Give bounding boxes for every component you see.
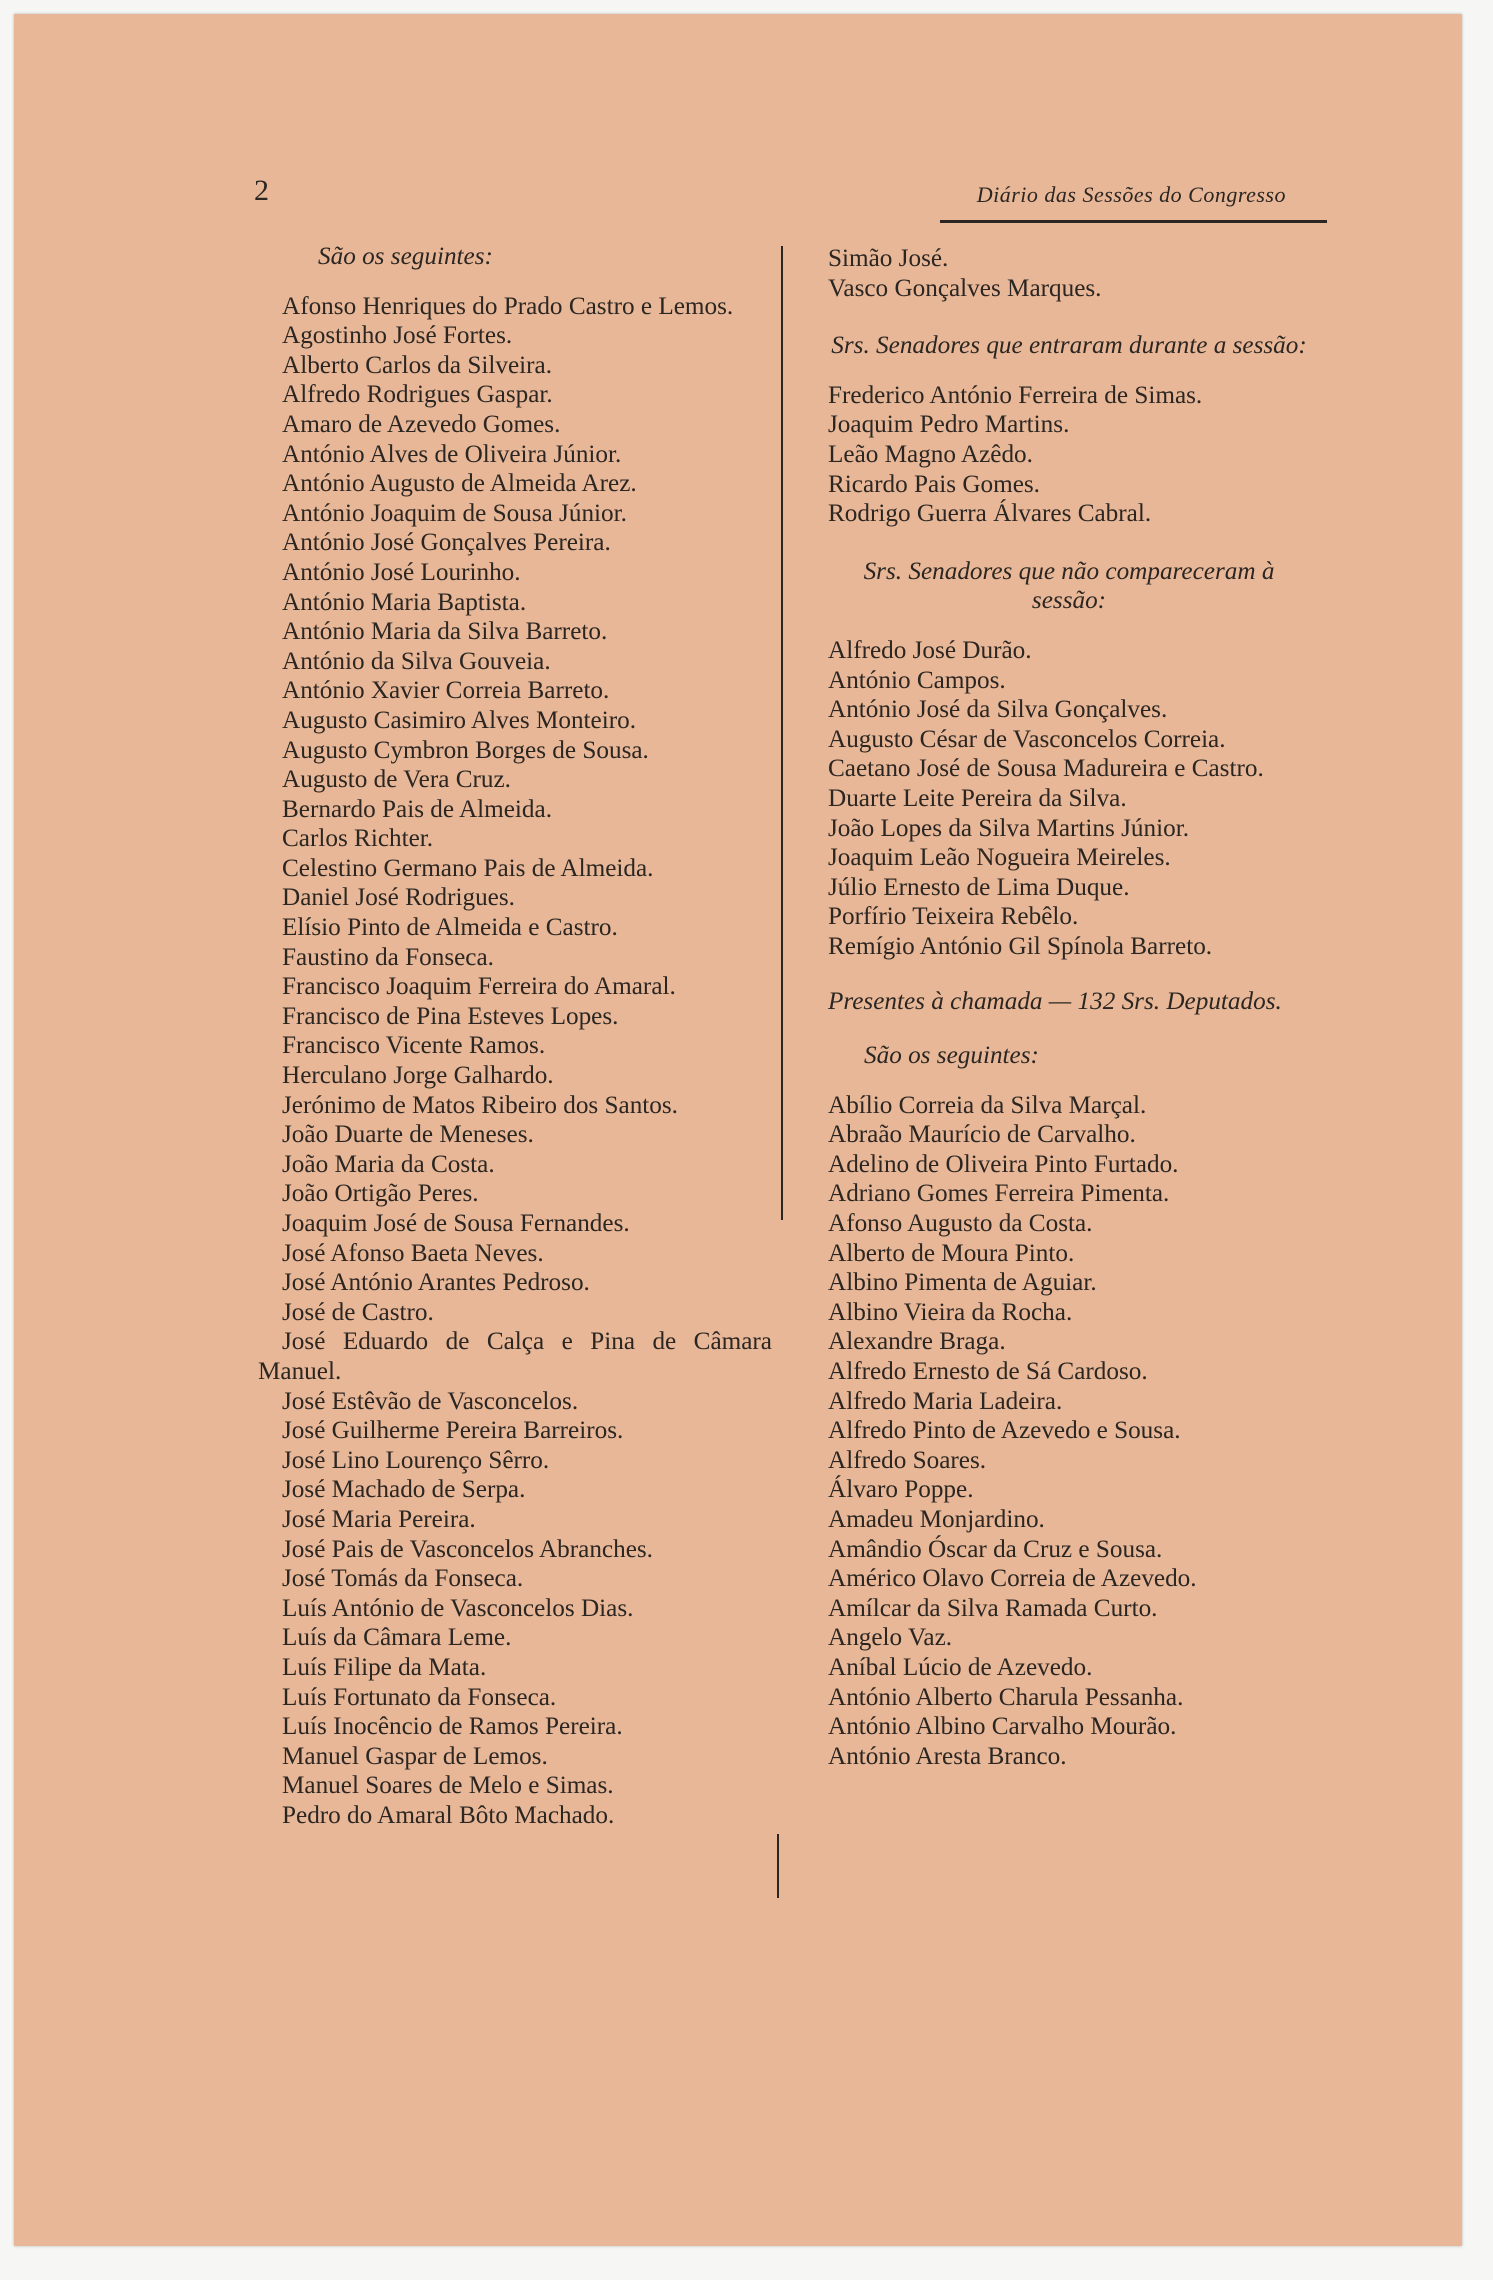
name-entry: Alfredo Ernesto de Sá Cardoso. — [828, 1358, 1148, 1385]
following-heading: São os seguintes: — [864, 1042, 1039, 1070]
entered-heading: Srs. Senadores que entraram durante a sessão: — [831, 332, 1307, 360]
name-entry: Elísio Pinto de Almeida e Castro. — [282, 914, 618, 942]
name-entry: Jerónimo de Matos Ribeiro dos Santos. — [282, 1091, 678, 1119]
name-entry: António Alves de Oliveira Júnior. — [282, 440, 622, 468]
name-entry: António José da Silva Gonçalves. — [828, 696, 1168, 724]
name-entry: António Alberto Charula Pessanha. — [828, 1683, 1184, 1711]
absent-heading: Srs. Senadores que não compareceram à sessão: — [863, 557, 1275, 615]
name-entry: Joaquim Pedro Martins. — [828, 411, 1070, 439]
name-entry: Manuel Soares de Melo e Simas. — [282, 1772, 614, 1800]
name-entry: Herculano Jorge Galhardo. — [282, 1062, 554, 1090]
name-entry: Afonso Henriques do Prado Castro e Lemos. — [282, 292, 734, 320]
name-entry: Albino Vieira da Rocha. — [828, 1298, 1073, 1326]
name-entry: Celestino Germano Pais de Almeida. — [282, 854, 654, 882]
name-entry: Ricardo Pais Gomes. — [828, 470, 1040, 498]
name-entry: Alfredo Pinto de Azevedo e Sousa. — [828, 1417, 1181, 1445]
name-entry: Augusto César de Vasconcelos Correia. — [828, 725, 1226, 753]
name-entry: José Eduardo de Calça e Pina de Câmara Manuel. — [258, 1328, 772, 1385]
name-entry: José Lino Lourenço Sêrro. — [282, 1446, 550, 1474]
name-entry: Luís Filipe da Mata. — [282, 1653, 487, 1681]
name-entry: Alberto Carlos da Silveira. — [282, 351, 553, 379]
name-entry: Aníbal Lúcio de Azevedo. — [828, 1653, 1093, 1681]
present-heading: Presentes à chamada — 132 Srs. Deputados. — [828, 988, 1282, 1016]
name-entry: Alfredo José Durão. — [828, 636, 1032, 664]
name-entry: António Xavier Correia Barreto. — [282, 677, 610, 705]
name-entry: Luís Inocêncio de Ramos Pereira. — [282, 1713, 623, 1741]
left-heading: São os seguintes: — [318, 243, 493, 270]
column-divider-lower — [777, 1834, 779, 1898]
name-entry: Leão Magno Azêdo. — [828, 440, 1033, 468]
name-entry: José Guilherme Pereira Barreiros. — [282, 1417, 624, 1445]
name-entry: Frederico António Ferreira de Simas. — [828, 381, 1203, 409]
continued-name-list — [804, 244, 1334, 303]
name-entry: Caetano José de Sousa Madureira e Castro. — [828, 755, 1264, 783]
name-entry: António Maria Baptista. — [282, 588, 527, 616]
name-entry: António Joaquim de Sousa Júnior. — [282, 499, 627, 527]
page-sheet — [14, 14, 1462, 2246]
name-entry: Américo Olavo Correia de Azevedo. — [828, 1565, 1197, 1593]
name-entry: Carlos Richter. — [282, 825, 434, 853]
name-entry: Alexandre Braga. — [828, 1328, 1006, 1356]
name-entry: João Ortigão Peres. — [282, 1180, 479, 1208]
present-name-list — [804, 1091, 1334, 1772]
name-entry: António Augusto de Almeida Arez. — [282, 470, 637, 498]
name-entry: Amílcar da Silva Ramada Curto. — [828, 1594, 1158, 1622]
name-entry: Júlio Ernesto de Lima Duque. — [828, 873, 1130, 901]
page-number: 2 — [254, 174, 269, 207]
name-entry: Joaquim José de Sousa Fernandes. — [282, 1210, 630, 1237]
name-entry: José Afonso Baeta Neves. — [282, 1239, 544, 1267]
name-entry: Francisco Joaquim Ferreira do Amaral. — [282, 973, 676, 1001]
name-entry: João Duarte de Meneses. — [282, 1121, 534, 1149]
name-entry: Adelino de Oliveira Pinto Furtado. — [828, 1150, 1179, 1178]
name-entry: João Lopes da Silva Martins Júnior. — [828, 814, 1189, 842]
entered-name-list — [804, 381, 1334, 529]
name-entry: Duarte Leite Pereira da Silva. — [828, 784, 1127, 812]
name-entry: Adriano Gomes Ferreira Pimenta. — [828, 1180, 1170, 1208]
name-entry: Francisco de Pina Esteves Lopes. — [282, 1002, 619, 1030]
name-entry: João Maria da Costa. — [282, 1150, 495, 1178]
name-entry: António José Lourinho. — [282, 558, 521, 586]
header-rule — [940, 220, 1327, 223]
name-entry: Alfredo Maria Ladeira. — [828, 1387, 1063, 1415]
left-column — [258, 230, 772, 1830]
name-entry: Remígio António Gil Spínola Barreto. — [828, 932, 1213, 960]
name-entry: Faustino da Fonseca. — [282, 943, 494, 971]
name-entry: Afonso Augusto da Costa. — [828, 1210, 1093, 1238]
name-entry: José Machado de Serpa. — [282, 1476, 526, 1504]
name-entry: Francisco Vicente Ramos. — [282, 1032, 546, 1060]
name-entry: Vasco Gonçalves Marques. — [828, 274, 1102, 302]
right-column — [804, 244, 1334, 1771]
name-entry: Abílio Correia da Silva Marçal. — [828, 1091, 1147, 1119]
name-entry: Alfredo Soares. — [828, 1446, 987, 1474]
name-entry: Amândio Óscar da Cruz e Sousa. — [828, 1535, 1163, 1563]
name-entry: Joaquim Leão Nogueira Meireles. — [828, 844, 1171, 872]
left-name-list — [258, 292, 772, 1831]
name-entry: José António Arantes Pedroso. — [282, 1269, 590, 1297]
name-entry: Amaro de Azevedo Gomes. — [282, 410, 561, 438]
name-entry: Álvaro Poppe. — [828, 1476, 974, 1504]
name-entry: Augusto Cymbron Borges de Sousa. — [282, 736, 649, 764]
name-entry: Angelo Vaz. — [828, 1624, 953, 1652]
name-entry: José Tomás da Fonseca. — [282, 1565, 524, 1593]
name-entry: Augusto de Vera Cruz. — [282, 766, 511, 794]
name-entry: António da Silva Gouveia. — [282, 647, 551, 675]
name-entry: António Aresta Branco. — [828, 1742, 1067, 1770]
name-entry: Abraão Maurício de Carvalho. — [828, 1121, 1136, 1149]
name-entry: José Maria Pereira. — [282, 1505, 476, 1533]
name-entry: Daniel José Rodrigues. — [282, 884, 515, 912]
name-entry: Pedro do Amaral Bôto Machado. — [282, 1801, 615, 1829]
absent-name-list — [804, 636, 1334, 962]
name-entry: Manuel Gaspar de Lemos. — [282, 1742, 548, 1770]
name-entry: Albino Pimenta de Aguiar. — [828, 1269, 1097, 1297]
name-entry: Luís da Câmara Leme. — [282, 1624, 512, 1652]
name-entry: António Campos. — [828, 666, 1006, 694]
column-divider — [781, 246, 783, 1220]
name-entry: Luís Fortunato da Fonseca. — [282, 1683, 557, 1711]
name-entry: Porfírio Teixeira Rebêlo. — [828, 903, 1079, 931]
running-head: Diário das Sessões do Congresso — [976, 182, 1286, 207]
name-entry: Luís António de Vasconcelos Dias. — [282, 1594, 634, 1622]
name-entry: Alberto de Moura Pinto. — [828, 1239, 1075, 1267]
name-entry: José Estêvão de Vasconcelos. — [282, 1387, 579, 1415]
name-entry: Agostinho José Fortes. — [282, 322, 513, 350]
name-entry: Rodrigo Guerra Álvares Cabral. — [828, 500, 1152, 528]
name-entry: António José Gonçalves Pereira. — [282, 529, 611, 557]
name-entry: António Maria da Silva Barreto. — [282, 618, 608, 646]
name-entry: José Pais de Vasconcelos Abranches. — [282, 1535, 653, 1563]
name-entry: Amadeu Monjardino. — [828, 1505, 1045, 1533]
name-entry: Augusto Casimiro Alves Monteiro. — [282, 706, 637, 734]
name-entry: José de Castro. — [282, 1298, 434, 1326]
name-entry: António Albino Carvalho Mourão. — [828, 1713, 1177, 1741]
name-entry: Bernardo Pais de Almeida. — [282, 795, 553, 823]
name-entry: Simão José. — [828, 245, 949, 272]
name-entry: Alfredo Rodrigues Gaspar. — [282, 381, 553, 409]
